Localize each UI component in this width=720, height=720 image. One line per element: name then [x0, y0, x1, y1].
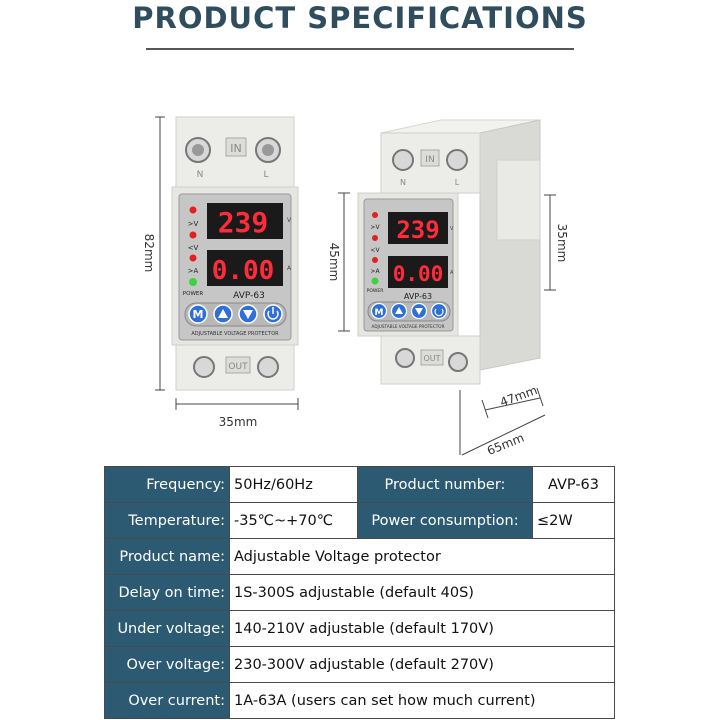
voltage-readout: 239: [396, 216, 440, 244]
n-label: N: [196, 170, 204, 180]
product-name-label: Product name:: [105, 539, 230, 575]
in-label: IN: [425, 155, 435, 165]
side-height-dimension-label: 35mm: [555, 223, 569, 263]
l-label: L: [263, 170, 269, 180]
voltage-readout: 239: [217, 206, 269, 239]
power-consumption-label: Power consumption:: [358, 503, 533, 539]
unit-a-label: A: [287, 265, 292, 272]
screw-head-icon: [449, 353, 467, 371]
mode-button-label: M: [374, 308, 384, 318]
unit-v-label: V: [450, 226, 454, 232]
depth-dimension-label-1: 47mm: [498, 383, 540, 410]
model-label: AVP-63: [403, 292, 433, 301]
width-dimension-label: 35mm: [218, 415, 258, 429]
over-current-label: Over current:: [105, 683, 230, 719]
led-label: >V: [370, 224, 380, 231]
delay-label: Delay on time:: [105, 575, 230, 611]
power-consumption-value: ≤2W: [533, 503, 615, 539]
led-label: >V: [187, 220, 199, 228]
screw-head-icon: [192, 144, 204, 156]
led-label: POWER: [182, 291, 204, 297]
led-label: POWER: [366, 289, 384, 294]
table-row: [105, 683, 615, 719]
product-number-value: AVP-63: [533, 467, 615, 503]
angled-view: [358, 120, 540, 384]
over-voltage-label: Over voltage:: [105, 647, 230, 683]
table-row: [105, 647, 615, 683]
l-label: L: [454, 178, 460, 187]
current-readout: 0.00: [392, 262, 444, 286]
title-divider: [146, 48, 574, 50]
led-under-voltage: [190, 232, 197, 239]
led-power: [189, 278, 197, 286]
mode-button-label: M: [192, 308, 204, 321]
over-current-value: 1A-63A (users can set how much current): [230, 683, 615, 719]
product-name-value: Adjustable Voltage protector: [230, 539, 615, 575]
under-voltage-label: Under voltage:: [105, 611, 230, 647]
model-label: AVP-63: [233, 291, 265, 301]
angled-side-rail: [497, 160, 540, 240]
panel-caption: ADJUSTABLE VOLTAGE PROTECTOR: [191, 331, 279, 337]
led-over-current: [190, 255, 197, 262]
screw-head-icon: [258, 357, 278, 377]
led-label: <V: [187, 244, 199, 252]
frequency-label: Frequency:: [105, 467, 230, 503]
page-title: PRODUCT SPECIFICATIONS: [132, 1, 588, 35]
current-readout: 0.00: [211, 256, 275, 286]
led-over-voltage: [190, 207, 197, 214]
unit-a-label: A: [450, 270, 454, 276]
table-row: [105, 611, 615, 647]
over-voltage-value: 230-300V adjustable (default 270V): [230, 647, 615, 683]
screw-head-icon: [262, 144, 274, 156]
delay-value: 1S-300S adjustable (default 40S): [230, 575, 615, 611]
front-view: [172, 117, 298, 390]
led-under-voltage: [372, 235, 378, 241]
screw-head-icon: [194, 357, 214, 377]
led-label: <V: [370, 247, 380, 254]
led-label: >A: [370, 268, 380, 275]
frequency-value: 50Hz/60Hz: [230, 467, 358, 503]
product-number-label: Product number:: [358, 467, 533, 503]
spec-table: [104, 466, 615, 719]
led-over-current: [372, 257, 378, 263]
n-label: N: [400, 178, 406, 187]
screw-head-icon: [396, 349, 414, 367]
in-label: IN: [230, 142, 242, 155]
temperature-value: -35℃~+70℃: [230, 503, 358, 539]
table-row: [105, 575, 615, 611]
depth-dimension-label-2: 65mm: [484, 430, 527, 459]
table-row: [105, 467, 615, 503]
panel-caption: ADJUSTABLE VOLTAGE PROTECTOR: [371, 324, 445, 329]
product-diagram: [0, 60, 720, 460]
table-row: [105, 539, 615, 575]
panel-height-dimension-label: 45mm: [327, 242, 341, 282]
out-label: OUT: [228, 362, 248, 372]
out-label: OUT: [423, 354, 441, 363]
height-dimension-label: 82mm: [142, 233, 156, 273]
led-over-voltage: [372, 212, 378, 218]
under-voltage-value: 140-210V adjustable (default 170V): [230, 611, 615, 647]
led-power: [372, 278, 379, 285]
table-row: [105, 503, 615, 539]
unit-v-label: V: [287, 217, 292, 224]
temperature-label: Temperature:: [105, 503, 230, 539]
screw-head-icon: [447, 150, 467, 170]
led-label: >A: [187, 267, 199, 275]
screw-head-icon: [393, 150, 413, 170]
angled-side-face: [480, 120, 540, 370]
